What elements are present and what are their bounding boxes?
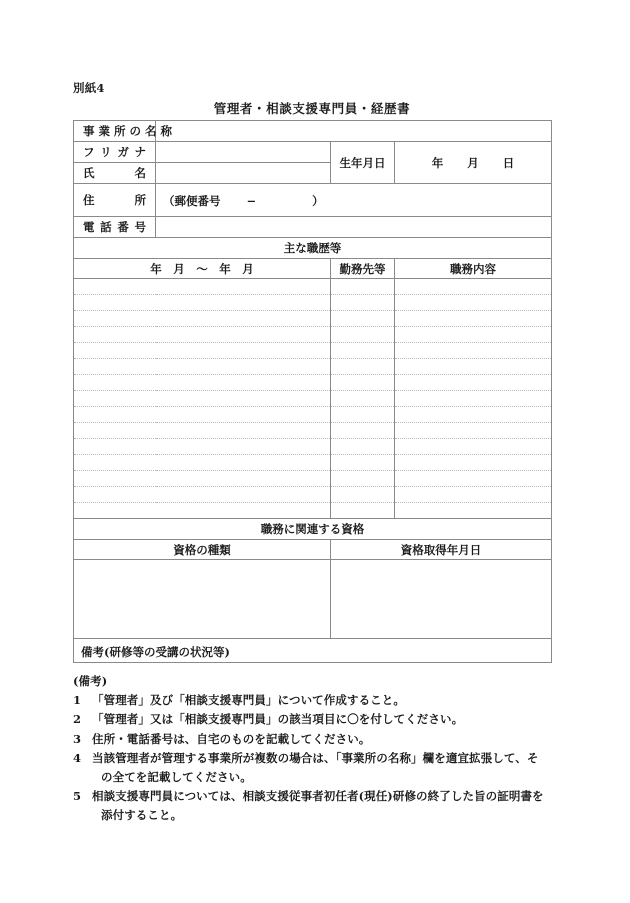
address-row	[74, 184, 552, 217]
footnote-item	[73, 730, 573, 749]
qualifications-section-header-row	[74, 519, 552, 540]
footnote-text: 「管理者」及び「相談支援専門員」について作成すること。	[92, 693, 405, 708]
work-history-duties-cell[interactable]	[395, 471, 552, 487]
furigana-row	[74, 142, 552, 163]
table-row	[74, 311, 552, 327]
footnote-continuation: の全てを記載してください。	[101, 770, 252, 785]
postal-code-suffix: ）	[312, 194, 324, 208]
birthdate-label: 生年月日	[331, 142, 395, 184]
remarks-field[interactable]	[74, 639, 552, 663]
form-number-label: 別紙4	[73, 81, 105, 95]
footnote-number: 1	[73, 693, 82, 708]
birthdate-field[interactable]	[395, 142, 552, 184]
work-history-period-cell[interactable]	[74, 391, 331, 407]
postal-code-dash: −	[246, 194, 257, 208]
footnote-item	[73, 691, 573, 710]
table-row	[74, 503, 552, 519]
birthdate-month-label: 月	[467, 155, 479, 170]
work-history-workplace-cell[interactable]	[331, 455, 395, 471]
table-row	[74, 375, 552, 391]
work-history-workplace-cell[interactable]	[331, 439, 395, 455]
work-history-duties-cell[interactable]	[395, 295, 552, 311]
work-history-period-cell[interactable]	[74, 407, 331, 423]
footnote-number: 4	[73, 750, 82, 765]
footnote-text-block	[92, 749, 573, 787]
work-history-duties-cell[interactable]	[395, 423, 552, 439]
office-name-label: 事 業 所 の 名 称	[74, 121, 156, 142]
qualification-col-type: 資格の種類	[74, 540, 331, 560]
work-history-period-cell[interactable]	[74, 295, 331, 311]
work-history-header-row	[74, 259, 552, 279]
table-row	[74, 391, 552, 407]
work-history-period-cell[interactable]	[74, 279, 331, 295]
work-history-duties-cell[interactable]	[395, 311, 552, 327]
footnote-item	[73, 749, 573, 787]
work-history-period-cell[interactable]	[74, 471, 331, 487]
table-row	[74, 279, 552, 295]
furigana-field[interactable]	[156, 142, 331, 163]
work-history-duties-cell[interactable]	[395, 455, 552, 471]
name-label: 氏 名	[74, 163, 156, 184]
phone-field[interactable]	[156, 217, 552, 238]
work-history-workplace-cell[interactable]	[331, 359, 395, 375]
qualification-col-date: 資格取得年月日	[331, 540, 552, 560]
page-title: 管理者・相談支援専門員・経歴書	[213, 101, 411, 116]
table-row	[74, 343, 552, 359]
work-history-workplace-cell[interactable]	[331, 471, 395, 487]
work-history-period-cell[interactable]	[74, 503, 331, 519]
table-row	[74, 487, 552, 503]
table-row	[74, 359, 552, 375]
footnotes-section	[73, 672, 573, 826]
table-row	[74, 295, 552, 311]
work-history-period-cell[interactable]	[74, 343, 331, 359]
footnote-number: 5	[73, 789, 82, 804]
address-field[interactable]	[156, 184, 552, 217]
office-name-row	[74, 121, 552, 142]
work-history-section-header-row	[74, 238, 552, 259]
work-history-section-title: 主な職歴等	[74, 238, 552, 259]
table-row	[74, 455, 552, 471]
work-history-period-cell[interactable]	[74, 439, 331, 455]
office-name-field[interactable]	[156, 121, 552, 142]
work-history-duties-cell[interactable]	[395, 439, 552, 455]
work-history-period-cell[interactable]	[74, 423, 331, 439]
remarks-row	[74, 639, 552, 663]
footnote-text: 「管理者」又は「相談支援専門員」の該当項目に〇を付してください。	[92, 712, 464, 727]
table-row	[74, 327, 552, 343]
phone-label: 電 話 番 号	[74, 217, 156, 238]
work-history-period-cell[interactable]	[74, 359, 331, 375]
footnote-item	[73, 787, 573, 825]
qualifications-header-row	[74, 540, 552, 560]
work-history-period-cell[interactable]	[74, 327, 331, 343]
work-history-duties-cell[interactable]	[395, 375, 552, 391]
work-history-workplace-cell[interactable]	[331, 503, 395, 519]
footnotes-heading: (備考)	[73, 674, 108, 688]
postal-code-prefix: （郵便番号	[163, 194, 221, 208]
postal-code-group[interactable]	[156, 191, 551, 209]
resume-form-table	[73, 120, 552, 663]
work-history-workplace-cell[interactable]	[331, 327, 395, 343]
remarks-label: 備考(研修等の受講の状況等)	[81, 645, 230, 659]
work-history-duties-cell[interactable]	[395, 407, 552, 423]
work-history-duties-cell[interactable]	[395, 503, 552, 519]
work-history-workplace-cell[interactable]	[331, 391, 395, 407]
work-history-duties-cell[interactable]	[395, 327, 552, 343]
table-row	[74, 423, 552, 439]
table-row	[74, 439, 552, 455]
work-history-workplace-cell[interactable]	[331, 423, 395, 439]
footnote-continuation: 添付すること。	[101, 808, 183, 823]
work-history-col-period: 年 月 ～ 年 月	[74, 259, 331, 279]
footnote-text-block	[92, 787, 573, 825]
footnote-text: 住所・電話番号は、自宅のものを記載してください。	[92, 731, 371, 746]
address-label: 住 所	[74, 184, 156, 217]
work-history-workplace-cell[interactable]	[331, 487, 395, 503]
work-history-duties-cell[interactable]	[395, 343, 552, 359]
work-history-workplace-cell[interactable]	[331, 279, 395, 295]
work-history-duties-cell[interactable]	[395, 279, 552, 295]
furigana-label: フ リ ガ ナ	[74, 142, 156, 163]
work-history-workplace-cell[interactable]	[331, 375, 395, 391]
footnote-item	[73, 710, 573, 729]
work-history-duties-cell[interactable]	[395, 359, 552, 375]
work-history-duties-cell[interactable]	[395, 487, 552, 503]
work-history-workplace-cell[interactable]	[331, 407, 395, 423]
work-history-period-cell[interactable]	[74, 487, 331, 503]
birthdate-year-label: 年	[431, 155, 444, 170]
work-history-period-cell[interactable]	[74, 375, 331, 391]
work-history-col-duties: 職務内容	[395, 259, 552, 279]
work-history-col-workplace: 勤務先等	[331, 259, 395, 279]
table-row	[74, 471, 552, 487]
work-history-workplace-cell[interactable]	[331, 343, 395, 359]
work-history-workplace-cell[interactable]	[331, 295, 395, 311]
footnote-text: 当該管理者が管理する事業所が複数の場合は、「事業所の名称」欄を適宜拡張して、そ	[92, 750, 539, 765]
work-history-duties-cell[interactable]	[395, 391, 552, 407]
qualifications-section-title: 職務に関連する資格	[74, 519, 552, 540]
qualifications-entry-row	[74, 560, 552, 639]
name-field[interactable]	[156, 163, 331, 184]
birthdate-day-label: 日	[502, 155, 515, 170]
qualification-date-field[interactable]	[331, 560, 552, 639]
work-history-period-cell[interactable]	[74, 311, 331, 327]
footnote-text: 相談支援専門員については、相談支援従事者初任者(現任)研修の終了した旨の証明書を	[92, 789, 544, 804]
table-row	[74, 407, 552, 423]
phone-row	[74, 217, 552, 238]
qualification-type-field[interactable]	[74, 560, 331, 639]
footnote-number: 3	[73, 731, 82, 746]
work-history-period-cell[interactable]	[74, 455, 331, 471]
footnote-number: 2	[73, 712, 82, 727]
work-history-workplace-cell[interactable]	[331, 311, 395, 327]
